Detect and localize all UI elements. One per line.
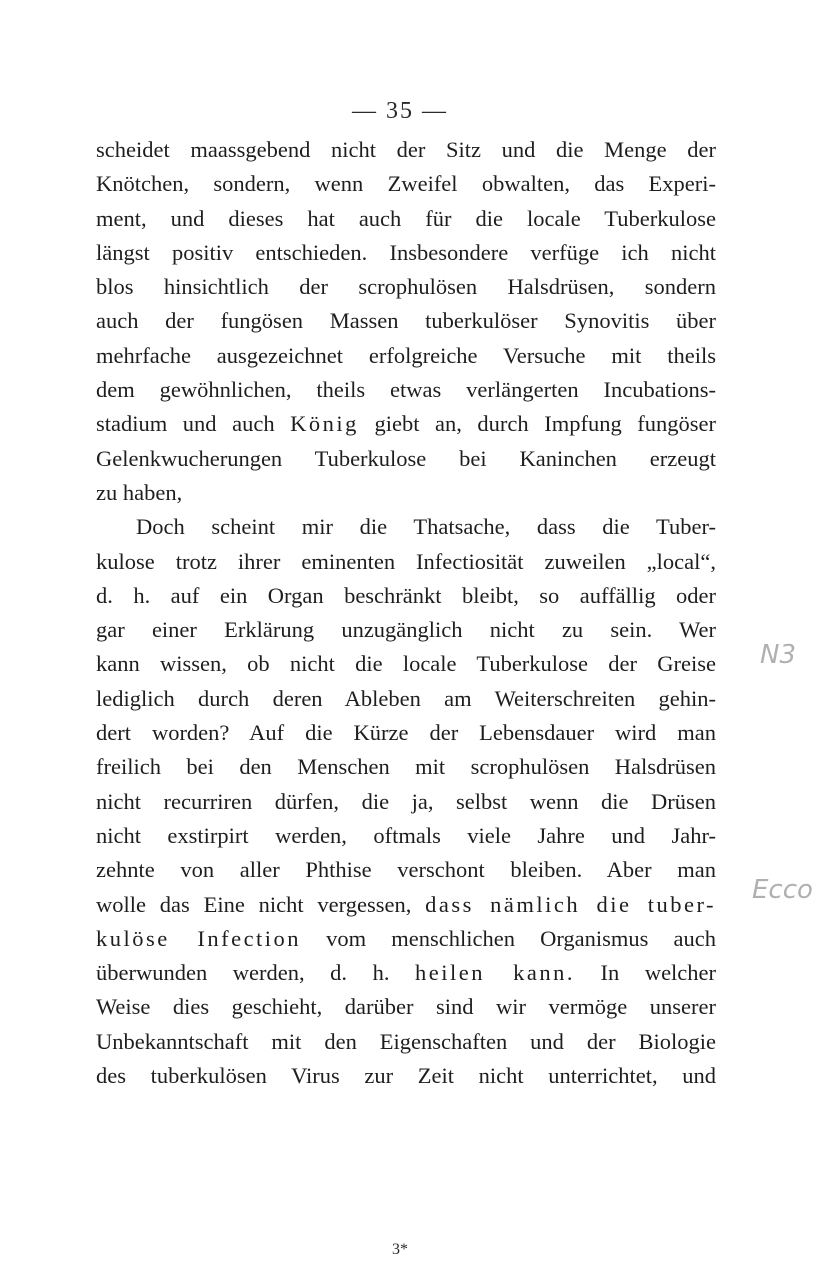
text-line [96, 270, 716, 304]
line-text: nicht recurriren dürfen, die ja, selbst wenn die Drüsen [96, 788, 716, 814]
margin-annotation: Ecco [752, 875, 813, 905]
line-text: nicht exstirpirt werden, oftmals viele Jahre und Jahr- [96, 822, 716, 848]
text-line-paragraph-start [96, 510, 716, 544]
text-line [96, 750, 716, 784]
line-text: des tuberkulösen Virus zur Zeit nicht unterrichtet, und [96, 1063, 716, 1089]
line-text: längst positiv entschieden. Insbesondere verfüge ich nicht [96, 239, 716, 265]
line-text: scheidet maassgebend nicht der Sitz und die Menge der [96, 137, 716, 162]
text-line [96, 956, 716, 990]
text-line [96, 373, 716, 407]
text-line [96, 339, 716, 373]
line-text: stadium und auch [96, 411, 275, 437]
line-text: blos hinsichtlich der scrophulösen Halsdrüsen, sondern [96, 274, 716, 300]
signature-mark: 3* [392, 1241, 408, 1258]
text-line-paragraph-end [96, 476, 716, 510]
text-line [96, 304, 716, 338]
text-line [96, 1059, 716, 1093]
text-line [96, 853, 716, 887]
text-line [96, 407, 716, 441]
line-text: überwunden werden, d. h. [96, 960, 390, 986]
text-line [96, 922, 716, 956]
text-line [96, 442, 716, 476]
line-text: gar einer Erklärung unzugänglich nicht zu sein. Wer [96, 617, 716, 643]
emphasis-text: kulöse Infection [96, 925, 302, 951]
line-text: Weise dies geschieht, darüber sind wir vermöge unserer [96, 994, 716, 1020]
line-text: mehrfache ausgezeichnet erfolgreiche Versuche mit theils [96, 342, 716, 368]
line-text: dem gewöhnlichen, theils etwas verlängerten Incubations- [96, 377, 716, 403]
text-line [96, 682, 716, 716]
line-text: dert worden? Auf die Kürze der Lebensdauer wird man [96, 720, 716, 746]
text-line [96, 579, 716, 613]
text-line [96, 888, 716, 922]
text-line [96, 133, 716, 167]
line-text: Knötchen, sondern, wenn Zweifel obwalten, das Experi- [96, 171, 716, 197]
line-text: Gelenkwucherungen Tuberkulose bei Kaninchen erzeugt [96, 445, 716, 471]
text-line [96, 785, 716, 819]
text-line [96, 202, 716, 236]
line-text: Unbekanntschaft mit den Eigenschaften und der Biologie [96, 1028, 716, 1054]
line-text: giebt an, durch Impfung fungöser [374, 411, 716, 437]
text-line [96, 613, 716, 647]
line-text: Doch scheint mir die Thatsache, dass die Tuber- [136, 514, 716, 540]
body-text [96, 133, 716, 1093]
line-text: wolle das Eine nicht vergessen, [96, 891, 412, 917]
text-line [96, 236, 716, 270]
line-text: vom menschlichen Organismus auch [326, 925, 716, 951]
line-text: auch der fungösen Massen tuberkulöser Synovitis über [96, 308, 716, 334]
margin-annotation: N3 [760, 640, 796, 670]
text-line [96, 990, 716, 1024]
emphasis-text: heilen kann. [415, 960, 575, 986]
line-text: In welcher [600, 960, 717, 986]
text-line [96, 1025, 716, 1059]
author-name-koenig: König [290, 411, 359, 437]
line-text: kulose trotz ihrer eminenten Infectiosität zuweilen „local“, [96, 548, 716, 574]
line-text: kann wissen, ob nicht die locale Tuberkulose der Greise [96, 651, 716, 677]
line-text: lediglich durch deren Ableben am Weiterschreiten gehin- [96, 685, 716, 711]
text-line [96, 716, 716, 750]
emphasis-text: dass nämlich die tuber- [425, 891, 716, 917]
line-text: d. h. auf ein Organ beschränkt bleibt, so auffällig oder [96, 582, 716, 608]
text-line [96, 647, 716, 681]
line-text: freilich bei den Menschen mit scrophulösen Halsdrüsen [96, 754, 716, 780]
page-number: — 35 — [352, 98, 448, 124]
line-text: ment, und dieses hat auch für die locale Tuberkulose [96, 205, 716, 231]
text-line [96, 545, 716, 579]
text-line [96, 819, 716, 853]
text-line [96, 167, 716, 201]
line-text: zu haben, [96, 479, 183, 505]
line-text: zehnte von aller Phthise verschont bleiben. Aber man [96, 857, 716, 883]
